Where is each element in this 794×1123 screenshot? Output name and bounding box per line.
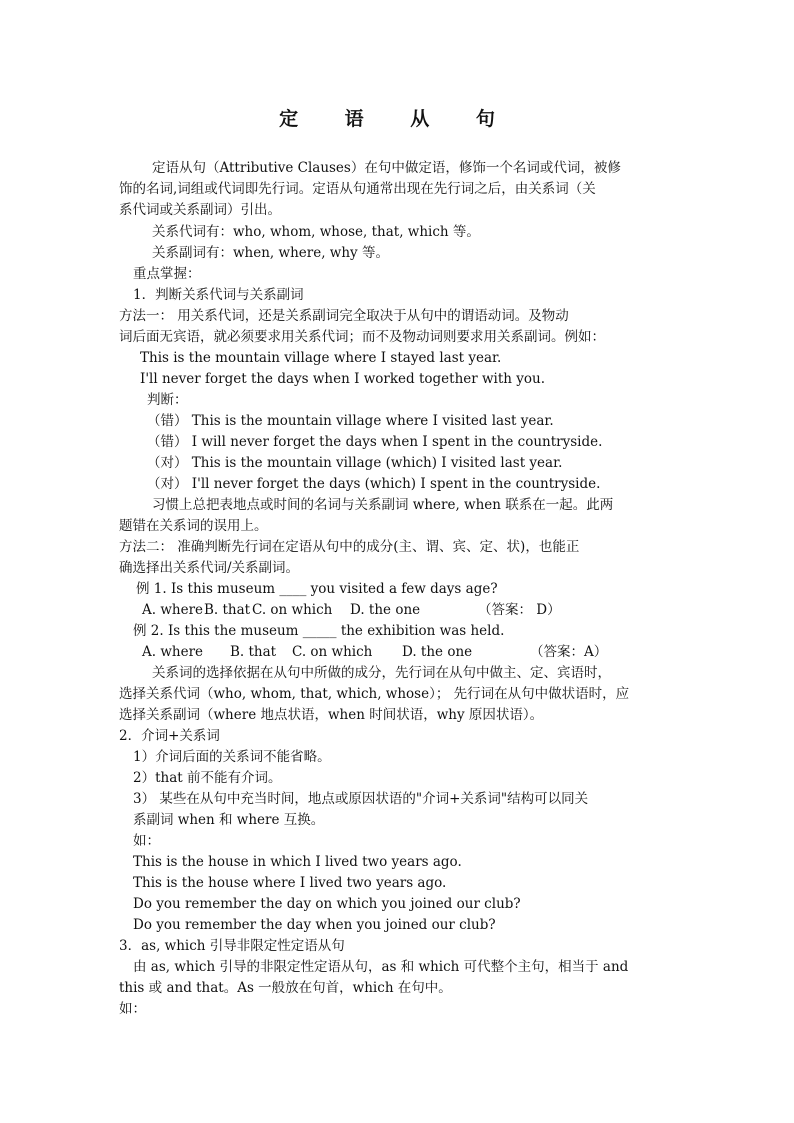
method-2-line-1: 方法二： 准确判断先行词在定语从句中的成分(主、谓、宾、定、状)，也能正 <box>119 539 580 555</box>
section-1-heading: 1．判断关系代词与关系副词 <box>133 287 304 303</box>
section-3-line-2: this 或 and that。As 一般放在句首，which 在句中。 <box>119 980 452 996</box>
judgement-1: （错） This is the mountain village where I visited last year. <box>147 413 554 429</box>
rule-line-3: 选择关系副词（where 地点状语，when 时间状语，why 原因状语）。 <box>119 707 544 723</box>
judge-label: 判断： <box>147 392 188 408</box>
example-sentence-1: This is the mountain village where I stayed last year. <box>140 350 502 366</box>
example-1-question: 例 1. Is this museum ____ you visited a few days age? <box>136 581 498 597</box>
section-2-example-2: This is the house where I lived two years ago. <box>133 875 447 891</box>
rule-line-2: 选择关系代词（who, whom, that, which, whose）； 先行词在从句中做状语时，应 <box>119 686 630 702</box>
method-2-line-2: 确选择出关系代词/关系副词。 <box>119 560 300 576</box>
section-2-example-4: Do you remember the day when you joined our club? <box>133 917 496 933</box>
habit-line-2: 题错在关系词的误用上。 <box>119 518 268 534</box>
section-2-item-1: 1）介词后面的关系词不能省略。 <box>133 749 331 765</box>
key-points-label: 重点掌握： <box>133 266 201 282</box>
method-1-line-2: 词后面无宾语，就必须要求用关系代词；而不及物动词则要求用关系副词。例如： <box>119 329 605 345</box>
section-2-example-3: Do you remember the day on which you joined our club? <box>133 896 521 912</box>
relative-adverbs-line: 关系副词有：when, where, why 等。 <box>152 245 389 261</box>
section-3-heading: 3．as, which 引导非限定性定语从句 <box>119 938 345 954</box>
example-2-answer: （答案：A） <box>530 644 608 660</box>
intro-line-1: 定语从句（Attributive Clauses）在句中做定语，修饰一个名词或代词，被修 <box>152 160 621 176</box>
option-c: C. on which <box>252 602 333 618</box>
section-2-eg-label: 如： <box>133 833 160 849</box>
section-2-item-3-cont: 系副词 when 和 where 互换。 <box>133 812 325 828</box>
option-a: A. where <box>142 602 204 618</box>
rule-line-1: 关系词的选择依据在从句中所做的成分，先行词在从句中做主、定、宾语时， <box>152 665 611 681</box>
option-b: B. that <box>204 602 251 618</box>
example-2-options <box>142 642 607 662</box>
option-d: D. the one <box>350 602 421 618</box>
example-2-question: 例 2. Is this the museum _____ the exhibition was held. <box>133 623 505 639</box>
option-a: A. where <box>142 644 204 660</box>
intro-line-3: 系代词或关系副词）引出。 <box>119 202 281 218</box>
section-3-eg-label: 如： <box>119 1001 146 1017</box>
section-2-item-3: 3） 某些在从句中充当时间，地点或原因状语的"介词+关系词"结构可以同关 <box>133 791 589 807</box>
example-sentence-2: I'll never forget the days when I worked together with you. <box>140 371 546 387</box>
example-1-options <box>142 600 561 620</box>
option-b: B. that <box>230 644 277 660</box>
section-2-example-1: This is the house in which I lived two years ago. <box>133 854 462 870</box>
option-d: D. the one <box>402 644 473 660</box>
judgement-2: （错） I will never forget the days when I spent in the countryside. <box>147 434 603 450</box>
section-2-heading: 2．介词+关系词 <box>119 728 220 744</box>
relative-pronouns-line: 关系代词有：who, whom, whose, that, which 等。 <box>152 224 480 240</box>
judgement-3: （对） This is the mountain village (which) I visited last year. <box>147 455 563 471</box>
intro-line-2: 饰的名词,词组或代词即先行词。定语从句通常出现在先行词之后，由关系词（关 <box>119 181 596 197</box>
habit-line-1: 习惯上总把表地点或时间的名词与关系副词 where, when 联系在一起。此两 <box>152 497 614 513</box>
page-title: 定 语 从 句 <box>279 108 515 130</box>
option-c: C. on which <box>292 644 373 660</box>
section-2-item-2: 2）that 前不能有介词。 <box>133 770 282 786</box>
example-1-answer: （答案： D） <box>478 602 561 618</box>
judgement-4: （对） I'll never forget the days (which) I spent in the countryside. <box>147 476 601 492</box>
section-3-line-1: 由 as, which 引导的非限定性定语从句，as 和 which 可代整个主句，相当于 and <box>133 959 629 975</box>
method-1-line-1: 方法一： 用关系代词，还是关系副词完全取决于从句中的谓语动词。及物动 <box>119 308 569 324</box>
